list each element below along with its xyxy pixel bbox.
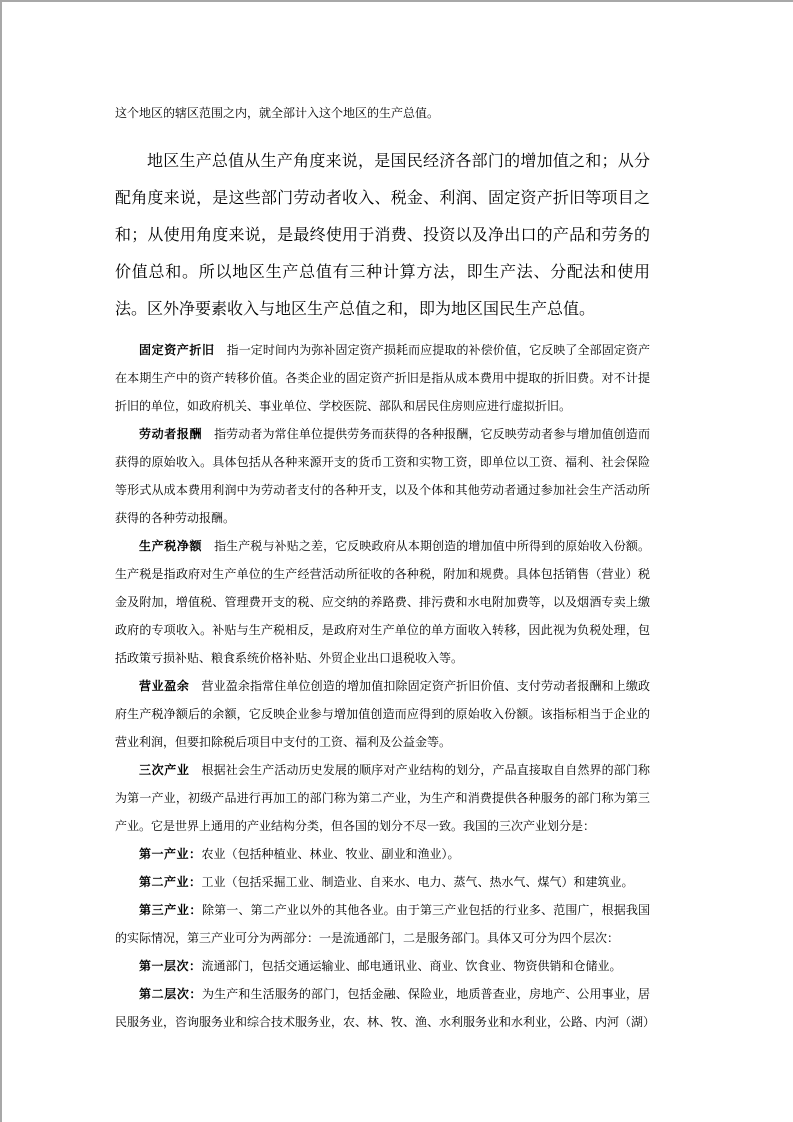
industry-text: 除第一、第二产业以外的其他各业。由于第三产业包括的行业多、范围广，根据我国的实际情况，第三产业可分为两部分：一是流通部门，二是服务部门。具体又可分为四个层次：	[115, 903, 650, 945]
term-label: 劳动者报酬	[139, 427, 203, 441]
page-content	[115, 105, 656, 1036]
level-text: 为生产和生活服务的部门，包括金融、保险业，地质普查业，房地产、公用事业，居民服务业，咨询服务业和综合技术服务业，农、林、牧、渔、水利服务业和水利业，公路、内河（湖）	[115, 987, 656, 1029]
term-label: 营业盈余	[139, 679, 190, 693]
term-label: 第一产业：	[139, 847, 202, 861]
definition-paragraph-fixed-asset-depreciation	[115, 336, 650, 420]
main-paragraph-text: 地区生产总值从生产角度来说，是国民经济各部门的增加值之和；从分配角度来说，是这些部门劳动者收入、税金、利润、固定资产折旧等项目之和；从使用角度来说，是最终使用于消费、投资以及净出口的产品和劳务的价值总和。所以地区生产总值有三种计算方法，即生产法、分配法和使用法。区外净要素收入与地区生产总值之和，即为地区国民生产总值。	[115, 153, 650, 318]
intro-text: 这个地区的辖区范围之内，就全部计入这个地区的生产总值。	[115, 106, 440, 120]
level-paragraph-first	[115, 952, 650, 980]
term-label: 三次产业	[139, 763, 190, 777]
paragraph-intro	[115, 105, 650, 122]
definition-paragraph-labor-compensation	[115, 420, 650, 532]
definition-text: 指劳动者为常住单位提供劳务而获得的各种报酬，它反映劳动者参与增加值创造而获得的原始收入。具体包括从各种来源开支的货币工资和实物工资，即单位以工资、福利、社会保险等形式从成本费用利润中为劳动者支付的各种开支，以及个体和其他劳动者通过参加社会生产活动所获得的各种劳动报酬。	[115, 427, 650, 525]
definition-text: 指一定时间内为弥补固定资产损耗而应提取的补偿价值，它反映了全部固定资产在本期生产中的资产转移价值。各类企业的固定资产折旧是指从成本费用中提取的折旧费。对不计提折旧的单位，如政府机关、事业单位、学校医院、部队和居民住房则应进行虚拟折旧。	[115, 343, 650, 413]
definition-paragraph-three-industries	[115, 756, 650, 840]
industry-text: 工业（包括采掘工业、制造业、自来水、电力、蒸气、热水气、煤气）和建筑业。	[201, 875, 634, 889]
levels-section	[115, 952, 656, 1036]
industry-text: 农业（包括种植业、林业、牧业、副业和渔业）。	[201, 847, 460, 861]
term-label: 第二层次：	[139, 987, 203, 1001]
term-label: 第二产业：	[139, 875, 202, 889]
definition-text: 营业盈余指常住单位创造的增加值扣除固定资产折旧价值、支付劳动者报酬和上缴政府生产税净额后的余额，它反映企业参与增加值创造而应得到的原始收入份额。该指标相当于企业的营业利润，但要扣除税后项目中支付的工资、福利及公益金等。	[115, 679, 650, 749]
term-label: 第一层次：	[139, 959, 202, 973]
term-label: 生产税净额	[139, 539, 203, 553]
definition-paragraph-net-production-tax	[115, 532, 650, 672]
industry-paragraph-primary	[115, 840, 650, 868]
definitions-section	[115, 336, 650, 840]
paragraph-main-gdp	[115, 143, 650, 328]
level-paragraph-second	[115, 980, 656, 1036]
term-label: 第三产业：	[139, 903, 203, 917]
industry-paragraph-secondary	[115, 868, 650, 896]
term-label: 固定资产折旧	[139, 343, 215, 357]
definition-text: 根据社会生产活动历史发展的顺序对产业结构的划分，产品直接取自自然界的部门称为第一产业，初级产品进行再加工的部门称为第二产业，为生产和消费提供各种服务的部门称为第三产业。它是世界上通用的产业结构分类，但各国的划分不尽一致。我国的三次产业划分是：	[115, 763, 650, 833]
definition-paragraph-operating-surplus	[115, 672, 650, 756]
level-text: 流通部门，包括交通运输业、邮电通讯业、商业、饮食业、物资供销和仓储业。	[201, 959, 622, 973]
industries-section	[115, 840, 650, 952]
definition-text: 指生产税与补贴之差，它反映政府从本期创造的增加值中所得到的原始收入份额。生产税是指政府对生产单位的生产经营活动所征收的各种税，附加和规费。具体包括销售（营业）税金及附加，增值税、管理费开支的税、应交纳的养路费、排污费和水电附加费等，以及烟酒专卖上缴政府的专项收入。补贴与生产税相反，是政府对生产单位的单方面收入转移，因此视为负税处理，包括政策亏损补贴、粮食系统价格补贴、外贸企业出口退税收入等。	[115, 539, 650, 665]
industry-paragraph-tertiary	[115, 896, 650, 952]
